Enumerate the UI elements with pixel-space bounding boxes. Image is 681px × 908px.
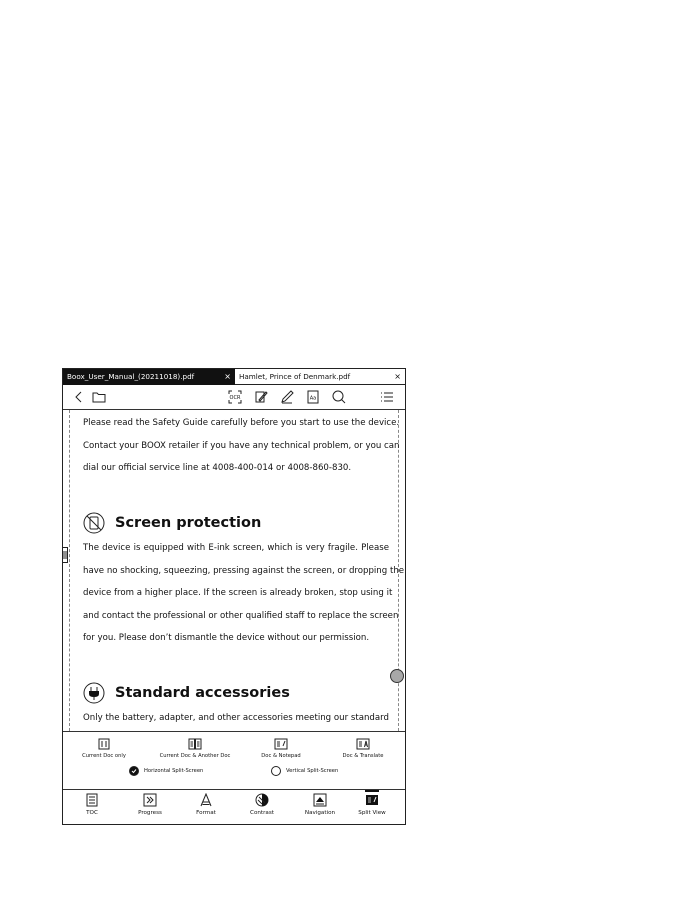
text-line: for you. Please don’t dismantle the device without our permission.	[83, 633, 370, 643]
text-line: dial our official service line at 4008-400-014 or 4008-860-830.	[83, 463, 352, 473]
menu-item-progress[interactable]	[125, 793, 175, 816]
menu-item-label: TOC	[86, 810, 98, 816]
doc-translate-icon	[356, 738, 370, 750]
active-indicator	[365, 790, 379, 792]
bottom-menu-bar	[63, 789, 405, 825]
tab-boox-user-manual[interactable]	[63, 369, 235, 385]
ocr-label: OCR	[229, 395, 241, 401]
menu-item-label: Format	[196, 810, 216, 816]
menu-item-label: Progress	[138, 810, 162, 816]
progress-icon	[143, 793, 157, 807]
split-option-current-doc-only[interactable]	[79, 738, 129, 759]
section-title: Standard accessories	[115, 685, 290, 701]
section-heading-standard-accessories	[83, 682, 290, 704]
contrast-icon	[255, 793, 269, 807]
pen-icon[interactable]	[279, 389, 295, 405]
handwriting-note-icon[interactable]	[253, 389, 269, 405]
text-line: Please read the Safety Guide carefully before you start to use the device.	[83, 418, 400, 428]
folder-icon[interactable]	[91, 389, 107, 405]
split-option-current-and-another-doc[interactable]	[155, 738, 235, 759]
section-title: Screen protection	[115, 515, 262, 531]
navigation-icon	[313, 793, 327, 807]
plug-icon	[83, 682, 105, 704]
text-line: Contact your BOOX retailer if you have any technical problem, or you can	[83, 440, 400, 451]
radio-label: Horizontal Split-Screen	[144, 768, 204, 774]
dictionary-icon[interactable]	[305, 389, 321, 405]
menu-item-split-view[interactable]	[347, 793, 397, 816]
search-icon[interactable]	[331, 389, 347, 405]
text-line: Only the battery, adapter, and other accessories meeting our standard	[83, 713, 389, 723]
menu-item-label: Contrast	[250, 810, 274, 816]
tab-bar	[63, 369, 405, 385]
tab-hamlet[interactable]	[235, 369, 405, 385]
text-line: The device is equipped with E-ink screen, which is very fragile. Please	[83, 543, 389, 553]
book-pair-icon	[188, 738, 202, 750]
section-heading-screen-protection	[83, 512, 261, 534]
split-view-panel	[63, 731, 405, 788]
screen-protection-icon	[83, 512, 105, 534]
split-view-icon	[365, 793, 379, 807]
dictionary-label: Aa	[309, 395, 317, 402]
vertical-split-radio[interactable]	[271, 766, 338, 776]
menu-item-contrast[interactable]	[237, 793, 287, 816]
tab-label: Hamlet, Prince of Denmark.pdf	[239, 372, 351, 381]
intro-paragraph	[83, 412, 400, 480]
split-option-label: Doc & Translate	[342, 753, 384, 759]
single-doc-icon	[98, 738, 110, 750]
menu-list-icon[interactable]	[379, 389, 395, 405]
menu-item-label: Split View	[358, 810, 386, 816]
scroll-knob[interactable]	[390, 669, 404, 683]
menu-item-label: Navigation	[304, 810, 336, 816]
split-option-label: Doc & Notepad	[261, 753, 301, 759]
toc-icon	[85, 793, 99, 807]
document-page[interactable]	[63, 410, 405, 731]
side-panel-handle[interactable]	[63, 547, 68, 563]
text-line: have no shocking, squeezing, pressing against the screen, or dropping the	[83, 565, 405, 576]
text-line: device from a higher place. If the screen is already broken, stop using it	[83, 588, 393, 598]
tab-label: Boox_User_Manual_(20211018).pdf	[67, 372, 195, 381]
close-tab-icon[interactable]: ×	[224, 372, 231, 381]
horizontal-split-radio[interactable]	[129, 766, 203, 776]
split-option-label: Current Doc only	[82, 753, 126, 759]
reader-toolbar	[63, 385, 405, 410]
standard-accessories-paragraph	[83, 707, 389, 730]
radio-checked-icon	[129, 766, 139, 776]
back-arrow-icon[interactable]	[71, 389, 87, 405]
menu-item-format[interactable]	[181, 793, 231, 816]
radio-unchecked-icon	[271, 766, 281, 776]
screen-protection-paragraph	[83, 537, 405, 650]
reader-device-screen	[62, 368, 406, 825]
radio-label: Vertical Split-Screen	[286, 768, 339, 774]
menu-item-navigation[interactable]	[295, 793, 345, 816]
menu-item-toc[interactable]	[67, 793, 117, 816]
split-option-doc-translate[interactable]	[333, 738, 393, 759]
text-line: and contact the professional or other qualified staff to replace the screen	[83, 610, 399, 621]
split-option-doc-notepad[interactable]	[251, 738, 311, 759]
split-option-label: Current Doc & Another Doc	[159, 753, 231, 759]
page-margin-left	[69, 410, 70, 731]
doc-notepad-icon	[274, 738, 288, 750]
ocr-icon[interactable]	[227, 389, 243, 405]
format-icon	[199, 793, 213, 807]
close-tab-icon[interactable]: ×	[394, 372, 401, 381]
